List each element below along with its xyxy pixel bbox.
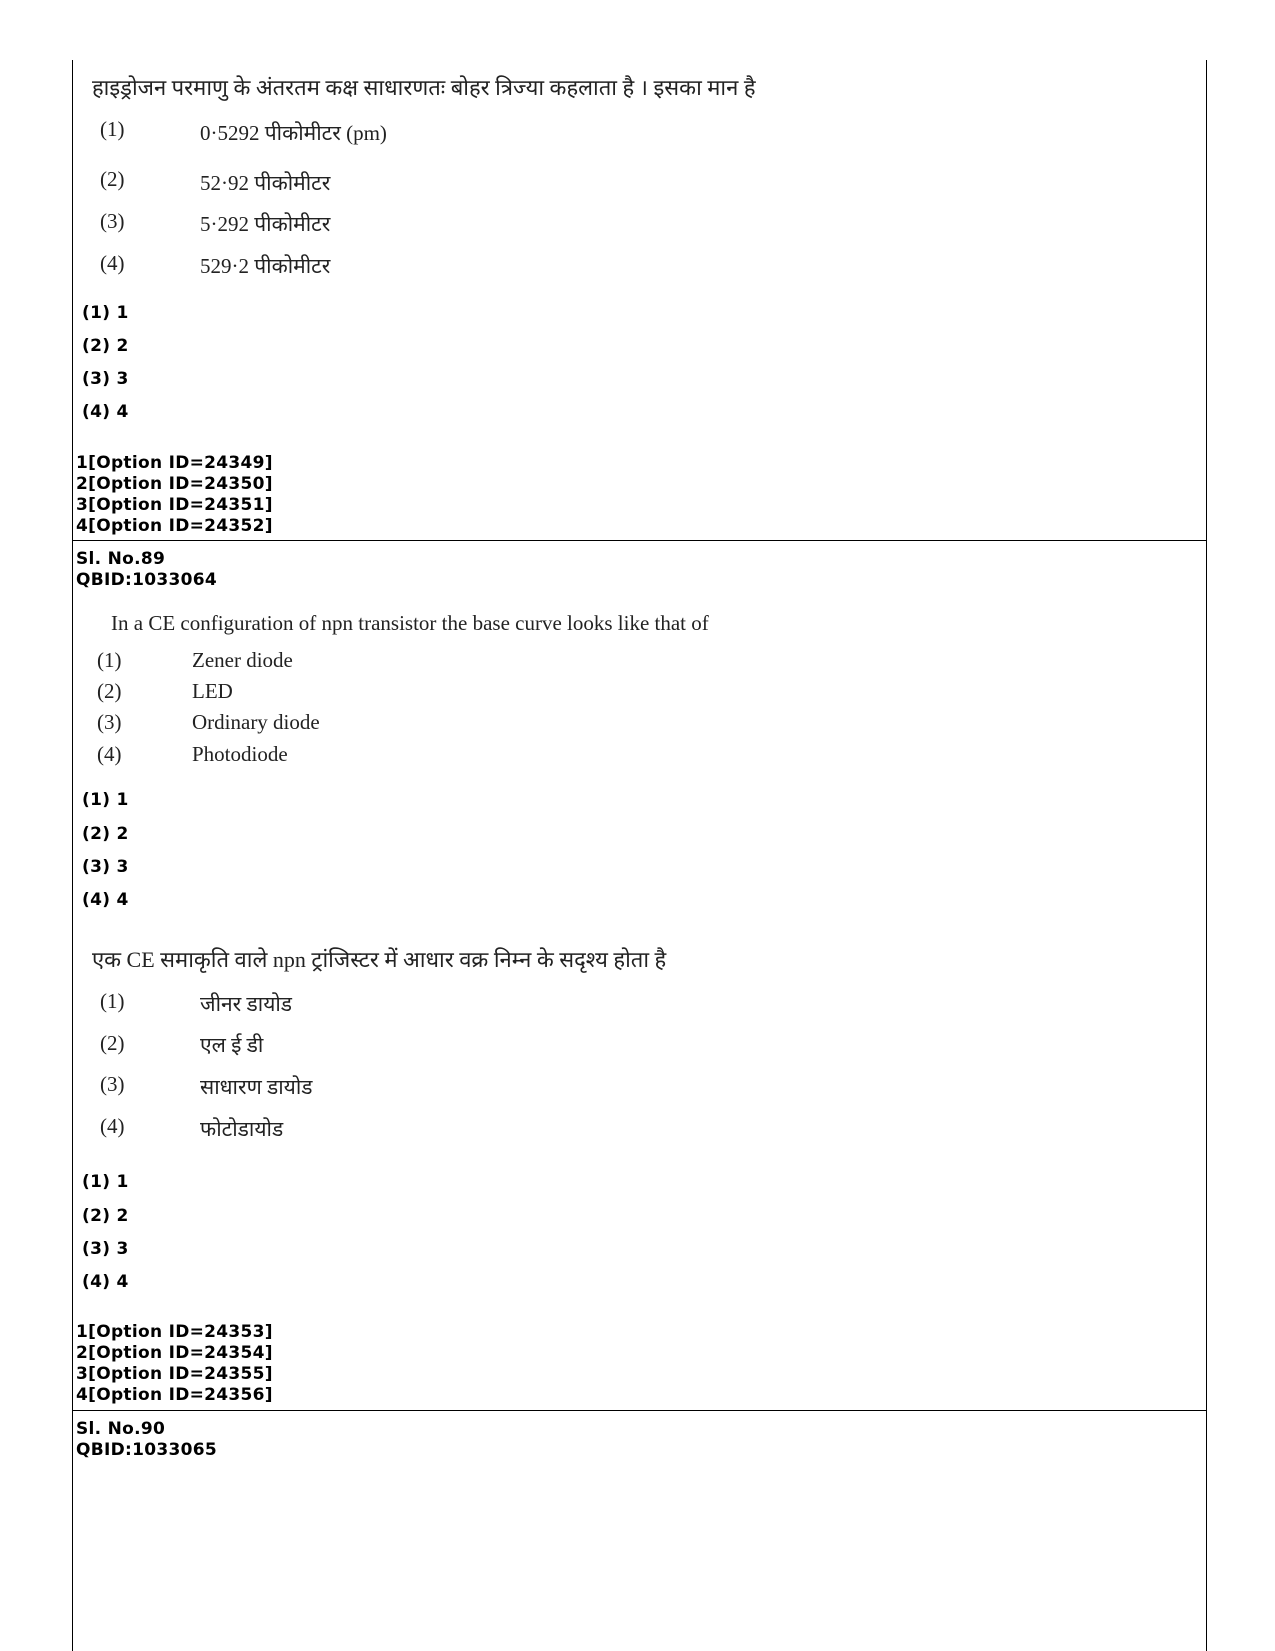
answer-choice[interactable]: (4) 4: [82, 402, 129, 422]
option-text: जीनर डायोड: [200, 992, 293, 1016]
section-divider: [72, 1410, 1207, 1411]
option-id: 4[Option ID=24352]: [76, 516, 273, 536]
section-divider: [72, 540, 1207, 541]
question-text-hindi: एक CE समाकृति वाले npn ट्रांजिस्टर में आधार वक्र निम्न के सदृश्य होता है: [92, 947, 667, 972]
serial-number: Sl. No.89: [76, 549, 166, 569]
answer-choice[interactable]: (4) 4: [82, 890, 129, 910]
page-frame: [72, 60, 1207, 1651]
option-number: (4): [100, 1114, 125, 1138]
answer-choice[interactable]: (3) 3: [82, 857, 129, 877]
answer-choice[interactable]: (2) 2: [82, 1206, 129, 1226]
answer-choice[interactable]: (4) 4: [82, 1272, 129, 1292]
option-text: 52·92 पीकोमीटर: [200, 171, 331, 195]
question-text-hindi: हाइड्रोजन परमाणु के अंतरतम कक्ष साधारणतः बोहर त्रिज्या कहलाता है । इसका मान है: [92, 75, 756, 100]
answer-choice[interactable]: (1) 1: [82, 303, 129, 323]
option-number: (3): [100, 209, 125, 233]
option-id: 1[Option ID=24349]: [76, 453, 273, 473]
qbid: QBID:1033064: [76, 570, 218, 590]
option-text: Ordinary diode: [192, 710, 320, 734]
option-text: Photodiode: [192, 742, 288, 766]
option-text: साधारण डायोड: [200, 1075, 313, 1099]
answer-choice[interactable]: (3) 3: [82, 1239, 129, 1259]
option-number: (1): [100, 117, 125, 141]
option-id: 4[Option ID=24356]: [76, 1385, 273, 1405]
option-number: (3): [100, 1072, 125, 1096]
option-id: 3[Option ID=24355]: [76, 1364, 273, 1384]
option-number: (1): [97, 648, 122, 672]
option-id: 2[Option ID=24350]: [76, 474, 273, 494]
option-id: 1[Option ID=24353]: [76, 1322, 273, 1342]
option-number: (1): [100, 989, 125, 1013]
option-number: (2): [100, 1031, 125, 1055]
option-id: 2[Option ID=24354]: [76, 1343, 273, 1363]
option-text: 5·292 पीकोमीटर: [200, 212, 331, 236]
option-text: एल ई डी: [200, 1033, 264, 1057]
option-text: Zener diode: [192, 648, 293, 672]
option-number: (4): [97, 742, 122, 766]
option-number: (4): [100, 251, 125, 275]
option-id: 3[Option ID=24351]: [76, 495, 273, 515]
option-text: 529·2 पीकोमीटर: [200, 254, 331, 278]
question-text-english: In a CE configuration of npn transistor the base curve looks like that of: [111, 611, 709, 635]
option-number: (2): [100, 167, 125, 191]
option-text: 0·5292 पीकोमीटर (pm): [200, 121, 387, 145]
answer-choice[interactable]: (1) 1: [82, 790, 129, 810]
answer-choice[interactable]: (3) 3: [82, 369, 129, 389]
option-number: (3): [97, 710, 122, 734]
option-text: फोटोडायोड: [200, 1117, 284, 1141]
option-text: LED: [192, 679, 233, 703]
serial-number: Sl. No.90: [76, 1419, 166, 1439]
answer-choice[interactable]: (1) 1: [82, 1172, 129, 1192]
qbid: QBID:1033065: [76, 1440, 218, 1460]
option-number: (2): [97, 679, 122, 703]
answer-choice[interactable]: (2) 2: [82, 824, 129, 844]
answer-choice[interactable]: (2) 2: [82, 336, 129, 356]
